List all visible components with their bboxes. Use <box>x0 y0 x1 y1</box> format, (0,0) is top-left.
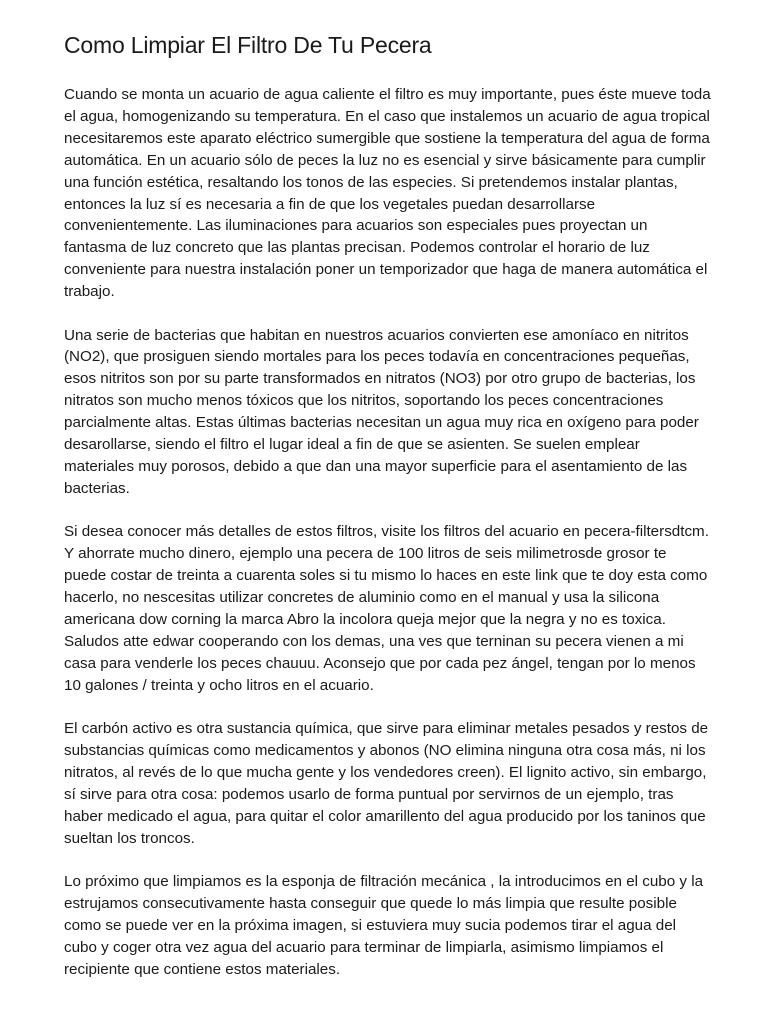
document-page <box>64 30 712 1002</box>
paragraph-1: Cuando se monta un acuario de agua caliente el filtro es muy importante, pues éste mueve toda el agua, homogenizando su temperatura. En el caso que instalemos un acuario de agua tropical necesitaremos este aparato eléctrico sumergible que sostiene la temperatura del agua de forma automática. En un acuario sólo de peces la luz no es esencial y sirve básicamente para cumplir una función estética, resaltando los tonos de las especies. Si pretendemos instalar plantas, entonces la luz sí es necesaria a fin de que los vegetales puedan desarrollarse convenientemente. Las iluminaciones para acuarios son especiales pues proyectan un fantasma de luz concreto que las plantas precisan. Podemos controlar el horario de luz conveniente para nuestra instalación poner un temporizador que haga de manera automática el trabajo. <box>64 86 711 301</box>
paragraph-2: Una serie de bacterias que habitan en nuestros acuarios convierten ese amoníaco en nitritos (NO2), que prosiguen siendo mortales para los peces todavía en concentraciones pequeñas, esos nitritos son por su parte transformados en nitratos (NO3) por otro grupo de bacterias, los nitratos son mucho menos tóxicos que los nitritos, soportando los peces concentraciones parcialmente altas. Estas últimas bacterias necesitan un agua muy rica en oxígeno para poder desarollarse, siendo el filtro el lugar ideal a fin de que se asienten. Se suelen emplear materiales muy porosos, debido a que dan una mayor superficie para el asentamiento de las bacterias. <box>64 326 699 497</box>
paragraph-3: Si desea conocer más detalles de estos filtros, visite los filtros del acuario en pecera-filtersdtcm. Y ahorrate mucho dinero, ejemplo una pecera de 100 litros de seis milimetrosde grosor te puede costar de treinta a cuarenta soles si tu mismo lo haces en este link que te doy esta como hacerlo, no nescesitas utilizar concretes de aluminio como en el manual y usa la silicona americana dow corning la marca Abro la incolora queja mejor que la negra y no es toxica. Saludos atte edwar cooperando con los demas, una ves que terninan su pecera vienen a mi casa para venderle los peces chauuu. Aconsejo que por cada pez ángel, tengan por lo menos 10 galones / treinta y ocho litros en el acuario. <box>64 523 709 694</box>
paragraph-5: Lo próximo que limpiamos es la esponja de filtración mecánica , la introducimos en el cubo y la estrujamos consecutivamente hasta conseguir que quede lo más limpia que resulte posible como se puede ver en la próxima imagen, si estuviera muy sucia podemos tirar el agua del cubo y coger otra vez agua del acuario para terminar de limpiarla, asimismo limpiamos el recipiente que contiene estos materiales. <box>64 873 704 978</box>
page-title: Como Limpiar El Filtro De Tu Pecera <box>64 32 432 58</box>
paragraph-4: El carbón activo es otra sustancia química, que sirve para eliminar metales pesados y restos de substancias químicas como medicamentos y abonos (NO elimina ninguna otra cosa más, ni los nitratos, al revés de lo que mucha gente y los vendedores creen). El lignito activo, sin embargo, sí sirve para otra cosa: podemos usarlo de forma puntual por servirnos de un ejemplo, tras haber medicado el agua, para quitar el color amarillento del agua producido por los taninos que sueltan los troncos. <box>64 720 709 847</box>
